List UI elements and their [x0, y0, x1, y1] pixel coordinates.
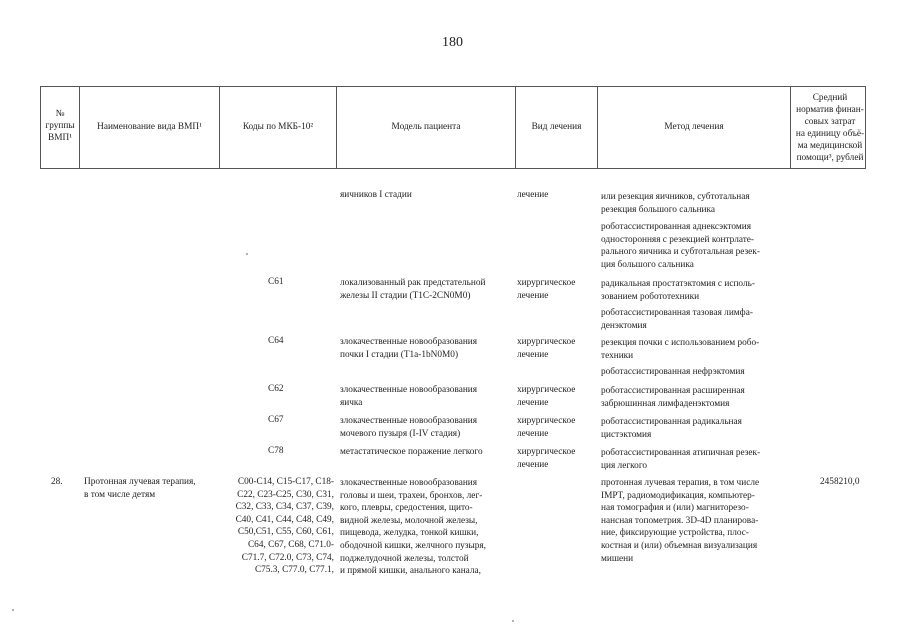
- header-vmp-name: Наименование вида ВМП¹: [97, 122, 202, 132]
- treatment-type-cell: хирургическое лечение: [517, 278, 576, 301]
- patient-model-cell: злокачественные новообразования яичка: [340, 385, 478, 408]
- icd-code-cell: C61: [268, 277, 284, 287]
- icd-code-cell: C67: [268, 415, 284, 425]
- icd-code-cell: C64: [268, 336, 284, 346]
- patient-model-cell: злокачественные новообразования почки I стадии (T1a-1bN0M0): [340, 337, 478, 360]
- treatment-method-cell: протонная лучевая терапия, в том числе IMPT, радиомодификация, компьютер- ная томография и (или) магниторезо- нансная топометрия. 3D-4D планирова- ние, фиксирующие устройства, плос- костная и (или) объемная визуализация мишени: [601, 478, 760, 564]
- treatment-method-cell: роботассистированная аднексэктомия односторонняя с резекцией контрлате- рального яичника и субтотальная резек- ция большого сальника: [601, 222, 760, 270]
- treatment-type-cell: хирургическое лечение: [517, 416, 576, 439]
- header-treatment-type: Вид лечения: [531, 122, 582, 132]
- treatment-type-cell: хирургическое лечение: [517, 447, 576, 470]
- group-number-cell: 28.: [51, 477, 63, 487]
- treatment-method-cell: радикальная простатэктомия с исполь- зованием робототехники: [601, 279, 755, 302]
- patient-model-cell: локализованный рак предстательной железы II стадии (T1C-2CN0M0): [340, 278, 486, 301]
- treatment-method-cell: роботассистированная нефрэктомия: [601, 367, 745, 377]
- vmp-name-cell: Протонная лучевая терапия, в том числе детям: [84, 477, 196, 500]
- treatment-type-cell: лечение: [517, 190, 549, 200]
- scan-speck: [512, 620, 514, 622]
- patient-model-cell: метастатическое поражение легкого: [340, 447, 483, 457]
- page-number: 180: [442, 35, 463, 50]
- treatment-method-cell: роботассистированная атипичная резек- ция легкого: [601, 448, 761, 471]
- patient-model-cell: яичников I стадии: [340, 190, 412, 200]
- icd-code-cell: C78: [268, 446, 284, 456]
- treatment-method-cell: роботассистированная тазовая лимфа- денэктомия: [601, 308, 753, 331]
- treatment-method-cell: роботассистированная радикальная цистэктомия: [601, 417, 742, 440]
- treatment-type-cell: хирургическое лечение: [517, 385, 576, 408]
- scan-speck: [246, 253, 248, 255]
- treatment-method-cell: резекция почки с использованием робо- техники: [601, 338, 760, 361]
- icd-code-cell: C62: [268, 384, 284, 394]
- header-patient-model: Модель пациента: [391, 122, 461, 132]
- treatment-method-cell: или резекция яичников, субтотальная резекция большого сальника: [601, 192, 750, 215]
- header-cost-norm: Средний норматив финан- совых затрат на единицу объё- ма медицинской помощи³, рублей: [795, 93, 865, 163]
- header-group-number: № группы ВМП¹: [45, 109, 75, 143]
- icd-codes-cell: C00-C14, C15-C17, C18- C22, C23-C25, C30, C31, C32, C33, C34, C37, C39, C40, C41, C44, C48, C49, C50,C51, C55, C60, C61, C64, C67, C68, C71.0- C71.7, C72.0, C73, C74, C75.3, C77.0, C77.1,: [235, 477, 334, 576]
- scan-speck: [12, 609, 14, 611]
- patient-model-cell: злокачественные новообразования головы и шеи, трахеи, бронхов, лег- кого, плевры, средостения, щито- видной железы, молочной железы, пищевода, желудка, тонкой кишки, ободочной кишки, желчного пузыря, поджелудочной железы, толстой и прямой кишки, анального канала,: [340, 478, 486, 577]
- header-icd-codes: Коды по МКБ-10²: [242, 122, 314, 132]
- treatment-type-cell: хирургическое лечение: [517, 337, 576, 360]
- treatment-method-cell: роботассистированная расширенная забрюшинная лимфаденэктомия: [601, 386, 745, 409]
- patient-model-cell: злокачественные новообразования мочевого пузыря (I-IV стадия): [340, 416, 478, 439]
- cost-norm-cell: 2458210,0: [820, 477, 860, 487]
- header-treatment-method: Метод лечения: [664, 122, 724, 132]
